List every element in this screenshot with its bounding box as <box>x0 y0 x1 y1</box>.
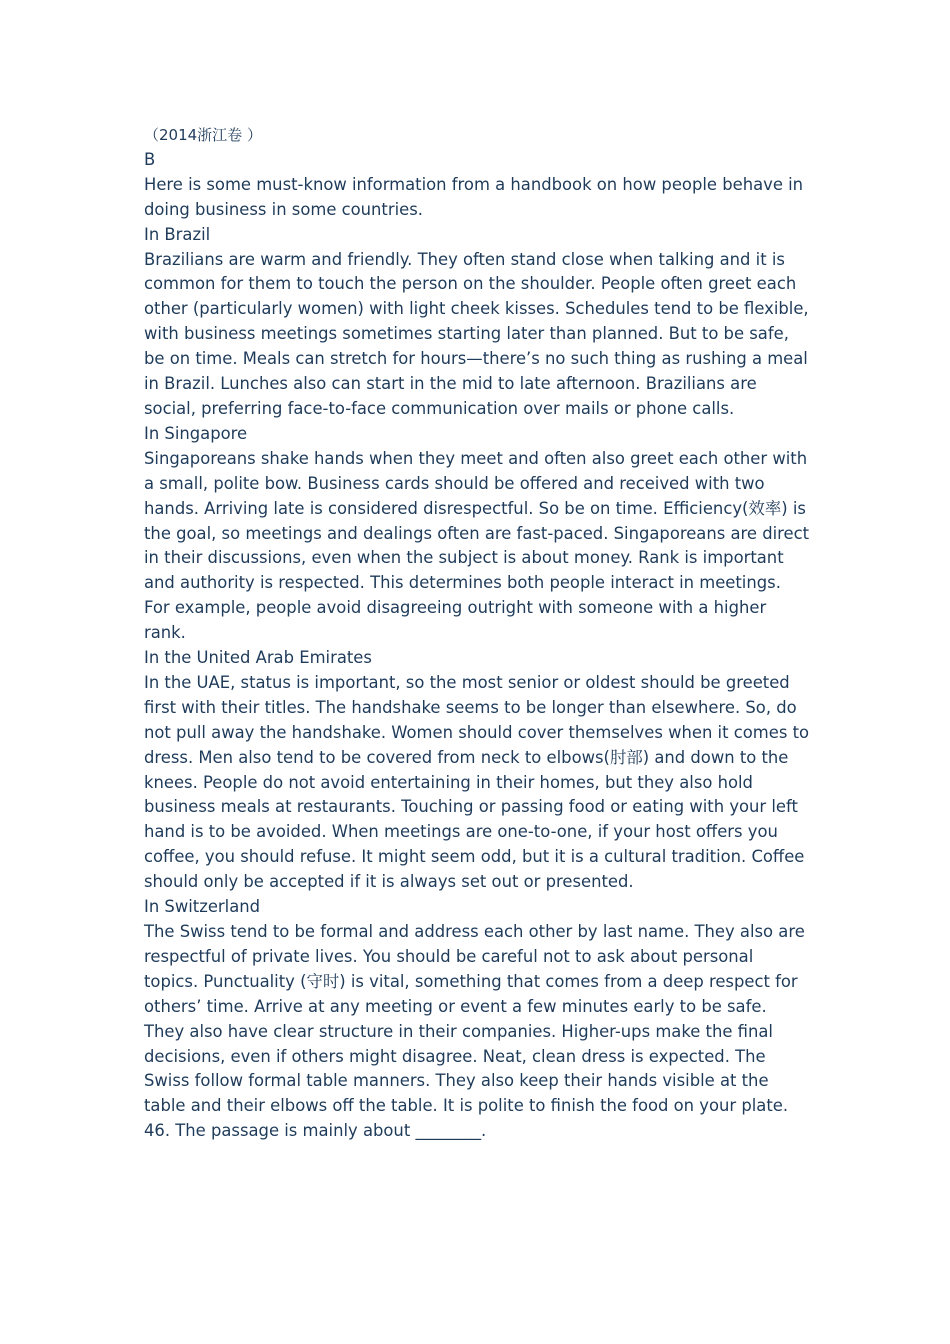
document-page <box>144 123 810 1144</box>
paragraph-brazil: Brazilians are warm and friendly. They often stand close when talking and it is common for them to touch the person on the shoulder. People often greet each other (particularly women) with light cheek kisses. Schedules tend to be flexible, with business meetings sometimes starting later than planned. But to be safe, be on time. Meals can stretch for hours—there’s no such thing as rushing a meal in Brazil. Lunches also can start in the mid to late afternoon. Brazilians are social, preferring face-to-face communication over mails or phone calls. <box>144 249 809 418</box>
source-label: （2014浙江卷 ） <box>144 126 262 144</box>
intro-paragraph: Here is some must-know information from a handbook on how people behave in doing business in some countries. <box>144 174 804 219</box>
paragraph-singapore: Singaporeans shake hands when they meet and often also greet each other with a small, polite bow. Business cards should be offered and received with two hands. Arriving late is considered disrespectful. So be on time. Efficiency(效率) is the goal, so meetings and dealings often are fast-paced. Singaporeans are direct in their discussions, even when the subject is about money. Rank is important and authority is respected. This determines both people interact in meetings. For example, people avoid disagreeing outright with someone with a higher rank. <box>144 448 810 643</box>
heading-uae: In the United Arab Emirates <box>144 648 372 668</box>
heading-switzerland: In Switzerland <box>144 897 261 917</box>
question-46: 46. The passage is mainly about ________. <box>144 1121 487 1141</box>
heading-brazil: In Brazil <box>144 224 211 244</box>
heading-singapore: In Singapore <box>144 423 248 443</box>
section-label: B <box>144 149 156 169</box>
paragraph-uae: In the UAE, status is important, so the most senior or oldest should be greeted first with their titles. The handshake seems to be longer than elsewhere. So, do not pull away the handshake. Women should cover themselves when it comes to dress. Men also tend to be covered from neck to elbows(肘部) and down to the knees. People do not avoid entertaining in their homes, but they also hold business meals at restaurants. Touching or passing food or eating with your left hand is to be avoided. When meetings are one-to-one, if your host offers you coffee, you should refuse. It might seem odd, but it is a cultural tradition. Coffee should only be accepted if it is always set out or presented. <box>144 672 810 892</box>
paragraph-switzerland: The Swiss tend to be formal and address each other by last name. They also are respectful of private lives. You should be careful not to ask about personal topics. Punctuality (守时) is vital, something that comes from a deep respect for others’ time. Arrive at any meeting or event a few minutes early to be safe. They also have clear structure in their companies. Higher-ups make the final decisions, even if others might disagree. Neat, clean dress is expected. The Swiss follow formal table manners. They also keep their hands visible at the table and their elbows off the table. It is polite to finish the food on your plate. <box>144 922 805 1116</box>
